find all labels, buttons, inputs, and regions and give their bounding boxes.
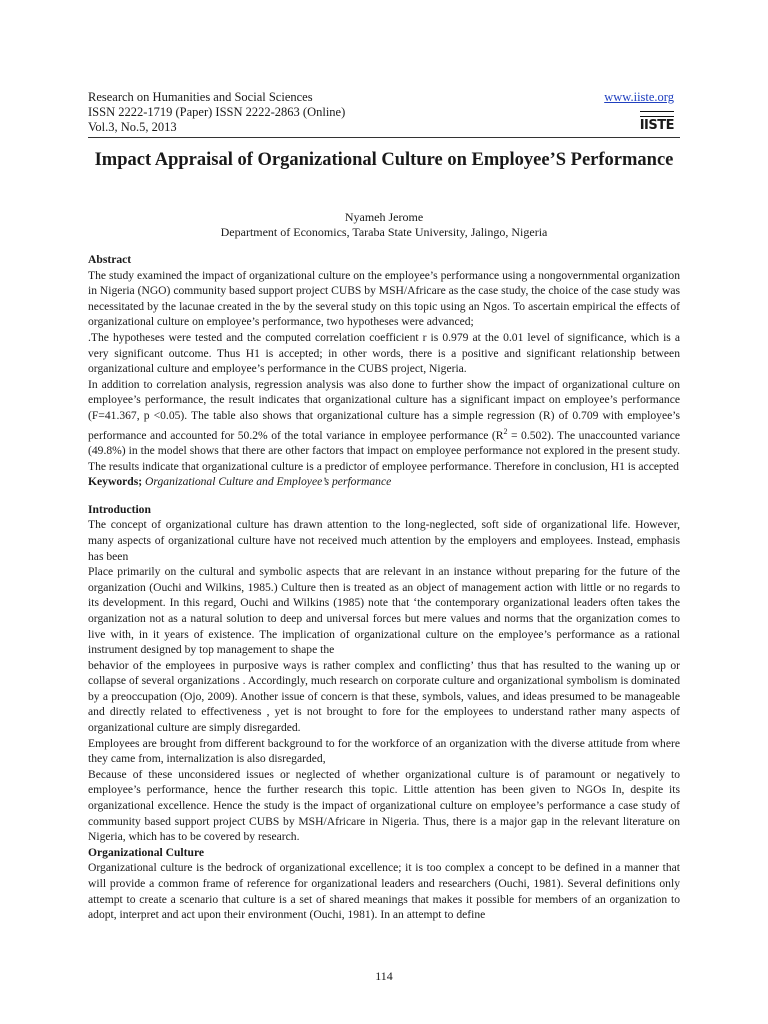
paper-title: Impact Appraisal of Organizational Culture on Employee’S Performance (94, 150, 674, 170)
iiste-logo (640, 111, 674, 133)
author-block (88, 210, 680, 240)
author-name: Nyameh Jerome (344, 210, 424, 224)
journal-volume: Vol.3, No.5, 2013 (88, 120, 177, 134)
journal-name: Research on Humanities and Social Sciences (88, 90, 313, 104)
publisher-header (604, 90, 674, 134)
logo-bars-icon (640, 111, 674, 117)
abstract-paragraph-3 (88, 377, 680, 474)
keywords-line (88, 474, 680, 490)
intro-paragraph-4: Employees are brought from different background to for the workforce of an organization with the diverse attitude from where they came from, internalization is also disregarded, (88, 736, 680, 766)
website-link[interactable]: www.iiste.org (604, 90, 674, 104)
intro-paragraph-1: The concept of organizational culture has drawn attention to the long-neglected, soft side of organizational life. However, many aspects of organizational culture have not received much attention by the employers and employees. Instead, emphasis has been (88, 518, 680, 563)
journal-issn: ISSN 2222-1719 (Paper) ISSN 2222-2863 (Online) (88, 105, 346, 119)
abstract-heading: Abstract (88, 253, 132, 266)
abstract-p3-start: In addition to correlation analysis, regression analysis was also done to further show the impact of organizational culture on employee’s performance, the result indicates that organizational culture has a significant impact on employee’s performance (F=41.367, p <0.05). The table also shows that organizational culture has a simple regression (R) of 0.709 with employee’s performance and accounted for 50.2% of the total variance in employee performance (R (88, 377, 680, 442)
keywords-label: Keywords; (88, 475, 143, 489)
organizational-culture-heading: Organizational Culture (88, 845, 205, 859)
section-gap (88, 490, 680, 502)
intro-paragraph-2: Place primarily on the cultural and symbolic aspects that are relevant in an instance without preparing for the future of the organization (Ouchi and Wilkins, 1985.) Culture then is treated as an object of management action with little or no regards to its development. In this regard, Ouchi and Wilkins (1985) note that ‘the contemporary organizational leaders often takes the organization not as a natural solution to deep and universal forces but mere values and norms that the organization comes to live with, in it years of existence. The implication of organizational culture on the employee’s performance as a rational instrument designed by top management to shape the (88, 565, 680, 657)
superscript-2: 2 (503, 426, 508, 436)
page-number: 114 (375, 969, 393, 983)
paper-body (88, 252, 680, 923)
logo-text: IISTE (639, 118, 674, 133)
abstract-p3-end: = 0.502). The unaccounted variance (49.8%) in the model shows that there are other factors that impact on employee performance not explored in the present study. The results indicate that organizational culture is a predictor of employee performance. Therefore in conclusion, H1 is accepted (88, 428, 680, 473)
intro-paragraph-5: Because of these unconsidered issues or neglected of whether organizational culture is of paramount or negatively to employee’s performance, hence the further research this topic. Little attention has been given to NGOs In, despite its organizational excellence. Hence the study is the impact of organizational culture on employee’s performance a case study of community based support project CUBS by MSH/Africare in Nigeria. Thus, there is a major gap in the relevant literature on Nigeria, which has to be covered by research. (88, 767, 680, 844)
author-affiliation: Department of Economics, Taraba State University, Jalingo, Nigeria (220, 225, 548, 239)
keywords-text: Organizational Culture and Employee’s performance (145, 475, 392, 489)
journal-header (88, 90, 345, 135)
abstract-paragraph-2: .The hypotheses were tested and the computed correlation coefficient r is 0.979 at the 0.01 level of significance, which is a very significant outcome. Thus H1 is accepted; in other words, there is a positive and significant relationship between organizational culture and employee’s performance in the CUBS project, Nigeria. (88, 330, 680, 376)
intro-paragraph-3: behavior of the employees in purposive ways is rather complex and conflicting’ thus that has resulted to the waning up or collapse of several organizations . Accordingly, much research on corporate culture and organizational symbolism is dominated by a preoccupation (Ojo, 2009). Another issue of concern is that these, symbols, values, and ideas presumed to be manageable and directly related to effectiveness , yet is not brought to fore for the employees to understand rather many aspects of organizational culture are simply disregarded. (88, 658, 680, 735)
abstract-paragraph-1: The study examined the impact of organizational culture on the employee’s performance using a nongovernmental organization in Nigeria (NGO) community based support project CUBS by MSH/Africare as the case study, the choice of the case study was necessitated by the lacunae created in the by the several study on this topic using an Ngos. To ascertain empirical the effects of organizational culture on employee’s performance, two hypotheses were advanced; (88, 268, 680, 329)
introduction-heading: Introduction (88, 502, 151, 516)
org-culture-paragraph-1: Organizational culture is the bedrock of organizational excellence; it is too complex a concept to be defined in a manner that will provide a common frame of reference for organizational leaders and researchers (Ouchi, 1981). Several definitions only attempt to create a scenario that culture is a set of shared meanings that makes it possible for members of an organization to adopt, interpret and act upon their environment (Ouchi, 1981). In an attempt to define (88, 861, 680, 922)
header-divider (88, 137, 680, 138)
